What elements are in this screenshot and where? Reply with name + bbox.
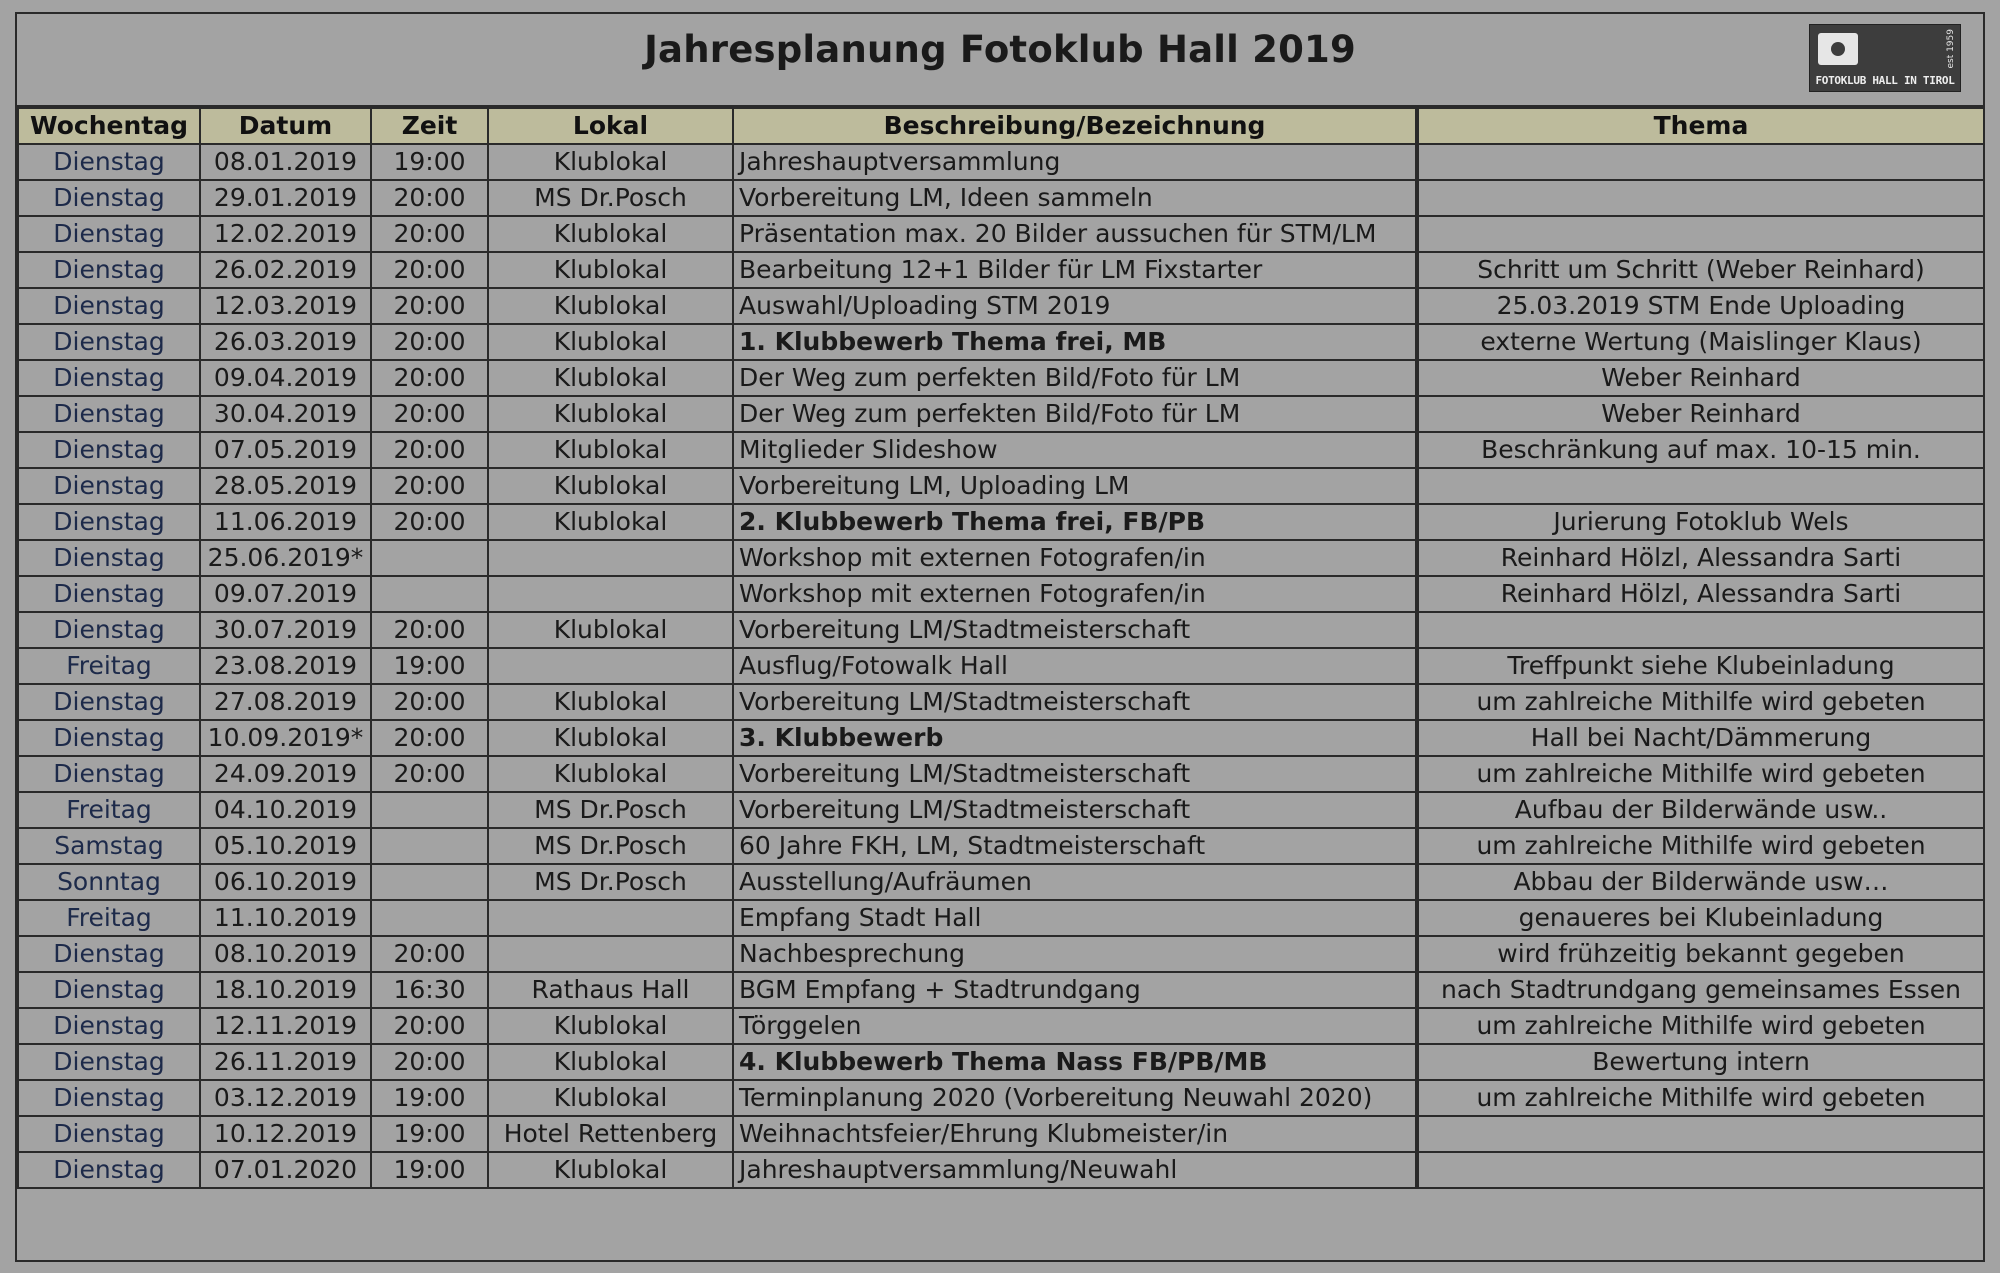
cell-thema: Reinhard Hölzl, Alessandra Sarti [1417,576,1984,612]
table-row [18,1044,1984,1080]
cell-zeit: 20:00 [371,936,488,972]
cell-beschreibung: Terminplanung 2020 (Vorbereitung Neuwahl 2020) [733,1080,1417,1116]
cell-zeit: 19:00 [371,1116,488,1152]
cell-beschreibung: Der Weg zum perfekten Bild/Foto für LM [733,360,1417,396]
table-row [18,396,1984,432]
club-logo [1809,24,1961,92]
cell-lokal: Klublokal [488,288,733,324]
cell-datum: 05.10.2019 [200,828,371,864]
cell-zeit: 20:00 [371,468,488,504]
cell-lokal: Klublokal [488,144,733,180]
cell-zeit: 20:00 [371,504,488,540]
cell-beschreibung: 2. Klubbewerb Thema frei, FB/PB [733,504,1417,540]
cell-beschreibung: 60 Jahre FKH, LM, Stadtmeisterschaft [733,828,1417,864]
cell-lokal: Klublokal [488,612,733,648]
logo-text: FOTOKLUB HALL IN TIROL [1815,74,1955,87]
cell-zeit: 20:00 [371,288,488,324]
table-row [18,1008,1984,1044]
cell-wochentag: Dienstag [18,180,200,216]
cell-lokal: MS Dr.Posch [488,792,733,828]
cell-datum: 29.01.2019 [200,180,371,216]
cell-zeit: 19:00 [371,648,488,684]
cell-wochentag: Dienstag [18,288,200,324]
cell-beschreibung: Präsentation max. 20 Bilder aussuchen für STM/LM [733,216,1417,252]
logo-est-text: est 1959 [1946,29,1956,69]
table-row [18,900,1984,936]
cell-lokal [488,576,733,612]
cell-lokal: Klublokal [488,324,733,360]
cell-lokal: Klublokal [488,504,733,540]
column-header-zeit: Zeit [371,108,488,144]
table-body [18,144,1984,1188]
cell-wochentag: Dienstag [18,360,200,396]
cell-thema: Reinhard Hölzl, Alessandra Sarti [1417,540,1984,576]
cell-zeit [371,576,488,612]
cell-lokal: Klublokal [488,720,733,756]
cell-wochentag: Dienstag [18,1044,200,1080]
cell-lokal: Hotel Rettenberg [488,1116,733,1152]
cell-lokal: MS Dr.Posch [488,180,733,216]
cell-beschreibung: Mitglieder Slideshow [733,432,1417,468]
cell-datum: 09.04.2019 [200,360,371,396]
cell-wochentag: Dienstag [18,612,200,648]
cell-thema: Weber Reinhard [1417,396,1984,432]
cell-lokal [488,900,733,936]
cell-zeit: 16:30 [371,972,488,1008]
cell-wochentag: Sonntag [18,864,200,900]
cell-beschreibung: Törggelen [733,1008,1417,1044]
table-header [18,108,1984,144]
table-row [18,756,1984,792]
cell-zeit: 20:00 [371,396,488,432]
cell-thema: Schritt um Schritt (Weber Reinhard) [1417,252,1984,288]
cell-beschreibung: Vorbereitung LM/Stadtmeisterschaft [733,612,1417,648]
table-row [18,1116,1984,1152]
cell-zeit [371,540,488,576]
column-header-lokal: Lokal [488,108,733,144]
column-header-datum: Datum [200,108,371,144]
cell-wochentag: Dienstag [18,576,200,612]
cell-wochentag: Dienstag [18,720,200,756]
column-header-beschreibung: Beschreibung/Bezeichnung [733,108,1417,144]
table-row [18,324,1984,360]
cell-thema [1417,1152,1984,1188]
schedule-sheet [15,12,1985,1262]
cell-datum: 07.01.2020 [200,1152,371,1188]
cell-thema: um zahlreiche Mithilfe wird gebeten [1417,1008,1984,1044]
cell-lokal: Klublokal [488,1080,733,1116]
cell-thema [1417,180,1984,216]
cell-beschreibung: Ausflug/Fotowalk Hall [733,648,1417,684]
cell-wochentag: Dienstag [18,144,200,180]
cell-datum: 09.07.2019 [200,576,371,612]
cell-wochentag: Dienstag [18,216,200,252]
cell-thema [1417,1116,1984,1152]
cell-wochentag: Dienstag [18,936,200,972]
cell-wochentag: Dienstag [18,540,200,576]
table-row [18,648,1984,684]
cell-datum: 06.10.2019 [200,864,371,900]
cell-beschreibung: 4. Klubbewerb Thema Nass FB/PB/MB [733,1044,1417,1080]
cell-lokal: Klublokal [488,432,733,468]
cell-datum: 24.09.2019 [200,756,371,792]
cell-wochentag: Dienstag [18,972,200,1008]
cell-thema: um zahlreiche Mithilfe wird gebeten [1417,684,1984,720]
cell-thema: um zahlreiche Mithilfe wird gebeten [1417,828,1984,864]
cell-datum: 12.11.2019 [200,1008,371,1044]
cell-thema: nach Stadtrundgang gemeinsames Essen [1417,972,1984,1008]
cell-thema: externe Wertung (Maislinger Klaus) [1417,324,1984,360]
cell-beschreibung: 1. Klubbewerb Thema frei, MB [733,324,1417,360]
table-row [18,684,1984,720]
cell-wochentag: Dienstag [18,468,200,504]
cell-thema: Abbau der Bilderwände usw… [1417,864,1984,900]
cell-thema: um zahlreiche Mithilfe wird gebeten [1417,756,1984,792]
cell-zeit: 20:00 [371,684,488,720]
table-row [18,576,1984,612]
cell-beschreibung: Nachbesprechung [733,936,1417,972]
cell-wochentag: Dienstag [18,684,200,720]
header-row [18,108,1984,144]
cell-lokal: Klublokal [488,684,733,720]
cell-lokal: Klublokal [488,756,733,792]
cell-zeit [371,792,488,828]
cell-lokal: Klublokal [488,252,733,288]
cell-beschreibung: Jahreshauptversammlung/Neuwahl [733,1152,1417,1188]
cell-datum: 07.05.2019 [200,432,371,468]
table-row [18,864,1984,900]
cell-datum: 10.09.2019* [200,720,371,756]
cell-wochentag: Freitag [18,900,200,936]
cell-wochentag: Dienstag [18,1008,200,1044]
cell-wochentag: Freitag [18,792,200,828]
table-row [18,288,1984,324]
table-row [18,828,1984,864]
cell-zeit [371,900,488,936]
cell-zeit: 20:00 [371,432,488,468]
cell-wochentag: Dienstag [18,756,200,792]
table-row [18,504,1984,540]
cell-beschreibung: Vorbereitung LM/Stadtmeisterschaft [733,756,1417,792]
cell-thema: wird frühzeitig bekannt gegeben [1417,936,1984,972]
schedule-table [17,107,1985,1189]
cell-zeit: 20:00 [371,252,488,288]
column-header-thema: Thema [1417,108,1984,144]
cell-beschreibung: 3. Klubbewerb [733,720,1417,756]
table-row [18,216,1984,252]
cell-beschreibung: Weihnachtsfeier/Ehrung Klubmeister/in [733,1116,1417,1152]
cell-zeit: 20:00 [371,720,488,756]
cell-thema: Beschränkung auf max. 10-15 min. [1417,432,1984,468]
cell-datum: 27.08.2019 [200,684,371,720]
cell-lokal: Klublokal [488,360,733,396]
cell-wochentag: Dienstag [18,1080,200,1116]
cell-beschreibung: Bearbeitung 12+1 Bilder für LM Fixstarter [733,252,1417,288]
cell-thema: Hall bei Nacht/Dämmerung [1417,720,1984,756]
cell-datum: 30.04.2019 [200,396,371,432]
cell-datum: 11.10.2019 [200,900,371,936]
cell-beschreibung: Auswahl/Uploading STM 2019 [733,288,1417,324]
cell-beschreibung: Ausstellung/Aufräumen [733,864,1417,900]
cell-zeit: 20:00 [371,360,488,396]
page-title: Jahresplanung Fotoklub Hall 2019 [644,28,1356,71]
cell-wochentag: Dienstag [18,324,200,360]
cell-zeit: 20:00 [371,1044,488,1080]
cell-beschreibung: Jahreshauptversammlung [733,144,1417,180]
cell-beschreibung: Der Weg zum perfekten Bild/Foto für LM [733,396,1417,432]
table-row [18,936,1984,972]
cell-thema: Jurierung Fotoklub Wels [1417,504,1984,540]
cell-wochentag: Dienstag [18,252,200,288]
cell-beschreibung: Vorbereitung LM, Uploading LM [733,468,1417,504]
cell-beschreibung: Vorbereitung LM/Stadtmeisterschaft [733,792,1417,828]
cell-zeit: 19:00 [371,1152,488,1188]
cell-thema: Weber Reinhard [1417,360,1984,396]
cell-zeit: 20:00 [371,216,488,252]
cell-zeit [371,864,488,900]
cell-datum: 04.10.2019 [200,792,371,828]
cell-lokal: Klublokal [488,468,733,504]
cell-datum: 10.12.2019 [200,1116,371,1152]
column-header-wochentag: Wochentag [18,108,200,144]
cell-thema: genaueres bei Klubeinladung [1417,900,1984,936]
cell-lokal: Rathaus Hall [488,972,733,1008]
cell-wochentag: Dienstag [18,1152,200,1188]
camera-icon [1818,33,1858,65]
cell-zeit: 20:00 [371,612,488,648]
cell-wochentag: Dienstag [18,396,200,432]
cell-zeit: 20:00 [371,1008,488,1044]
table-row [18,432,1984,468]
cell-datum: 08.10.2019 [200,936,371,972]
cell-wochentag: Dienstag [18,1116,200,1152]
cell-thema [1417,216,1984,252]
cell-thema: Treffpunkt siehe Klubeinladung [1417,648,1984,684]
cell-thema: um zahlreiche Mithilfe wird gebeten [1417,1080,1984,1116]
cell-beschreibung: BGM Empfang + Stadtrundgang [733,972,1417,1008]
table-row [18,540,1984,576]
cell-datum: 26.02.2019 [200,252,371,288]
cell-datum: 28.05.2019 [200,468,371,504]
cell-datum: 26.03.2019 [200,324,371,360]
cell-beschreibung: Empfang Stadt Hall [733,900,1417,936]
cell-zeit: 19:00 [371,1080,488,1116]
cell-thema: 25.03.2019 STM Ende Uploading [1417,288,1984,324]
table-row [18,360,1984,396]
cell-datum: 25.06.2019* [200,540,371,576]
table-row [18,612,1984,648]
cell-datum: 26.11.2019 [200,1044,371,1080]
cell-beschreibung: Workshop mit externen Fotografen/in [733,576,1417,612]
cell-lokal [488,936,733,972]
title-bar [17,14,1983,107]
cell-thema [1417,468,1984,504]
cell-lokal: MS Dr.Posch [488,828,733,864]
cell-wochentag: Dienstag [18,504,200,540]
cell-zeit: 20:00 [371,756,488,792]
table-row [18,468,1984,504]
cell-datum: 08.01.2019 [200,144,371,180]
cell-datum: 12.03.2019 [200,288,371,324]
cell-thema: Aufbau der Bilderwände usw.. [1417,792,1984,828]
cell-datum: 23.08.2019 [200,648,371,684]
cell-beschreibung: Workshop mit externen Fotografen/in [733,540,1417,576]
table-row [18,144,1984,180]
cell-lokal: MS Dr.Posch [488,864,733,900]
cell-lokal: Klublokal [488,1152,733,1188]
cell-lokal [488,648,733,684]
cell-wochentag: Samstag [18,828,200,864]
cell-lokal: Klublokal [488,1044,733,1080]
table-row [18,972,1984,1008]
cell-datum: 18.10.2019 [200,972,371,1008]
cell-thema: Bewertung intern [1417,1044,1984,1080]
table-row [18,1152,1984,1188]
cell-datum: 30.07.2019 [200,612,371,648]
cell-wochentag: Dienstag [18,432,200,468]
cell-thema [1417,144,1984,180]
cell-lokal [488,540,733,576]
table-row [18,792,1984,828]
cell-lokal: Klublokal [488,1008,733,1044]
cell-wochentag: Freitag [18,648,200,684]
table-row [18,720,1984,756]
cell-beschreibung: Vorbereitung LM/Stadtmeisterschaft [733,684,1417,720]
table-row [18,180,1984,216]
cell-lokal: Klublokal [488,396,733,432]
cell-beschreibung: Vorbereitung LM, Ideen sammeln [733,180,1417,216]
cell-zeit: 20:00 [371,180,488,216]
cell-zeit: 19:00 [371,144,488,180]
cell-datum: 12.02.2019 [200,216,371,252]
table-row [18,1080,1984,1116]
cell-thema [1417,612,1984,648]
cell-lokal: Klublokal [488,216,733,252]
table-row [18,252,1984,288]
cell-zeit [371,828,488,864]
cell-datum: 03.12.2019 [200,1080,371,1116]
cell-datum: 11.06.2019 [200,504,371,540]
cell-zeit: 20:00 [371,324,488,360]
